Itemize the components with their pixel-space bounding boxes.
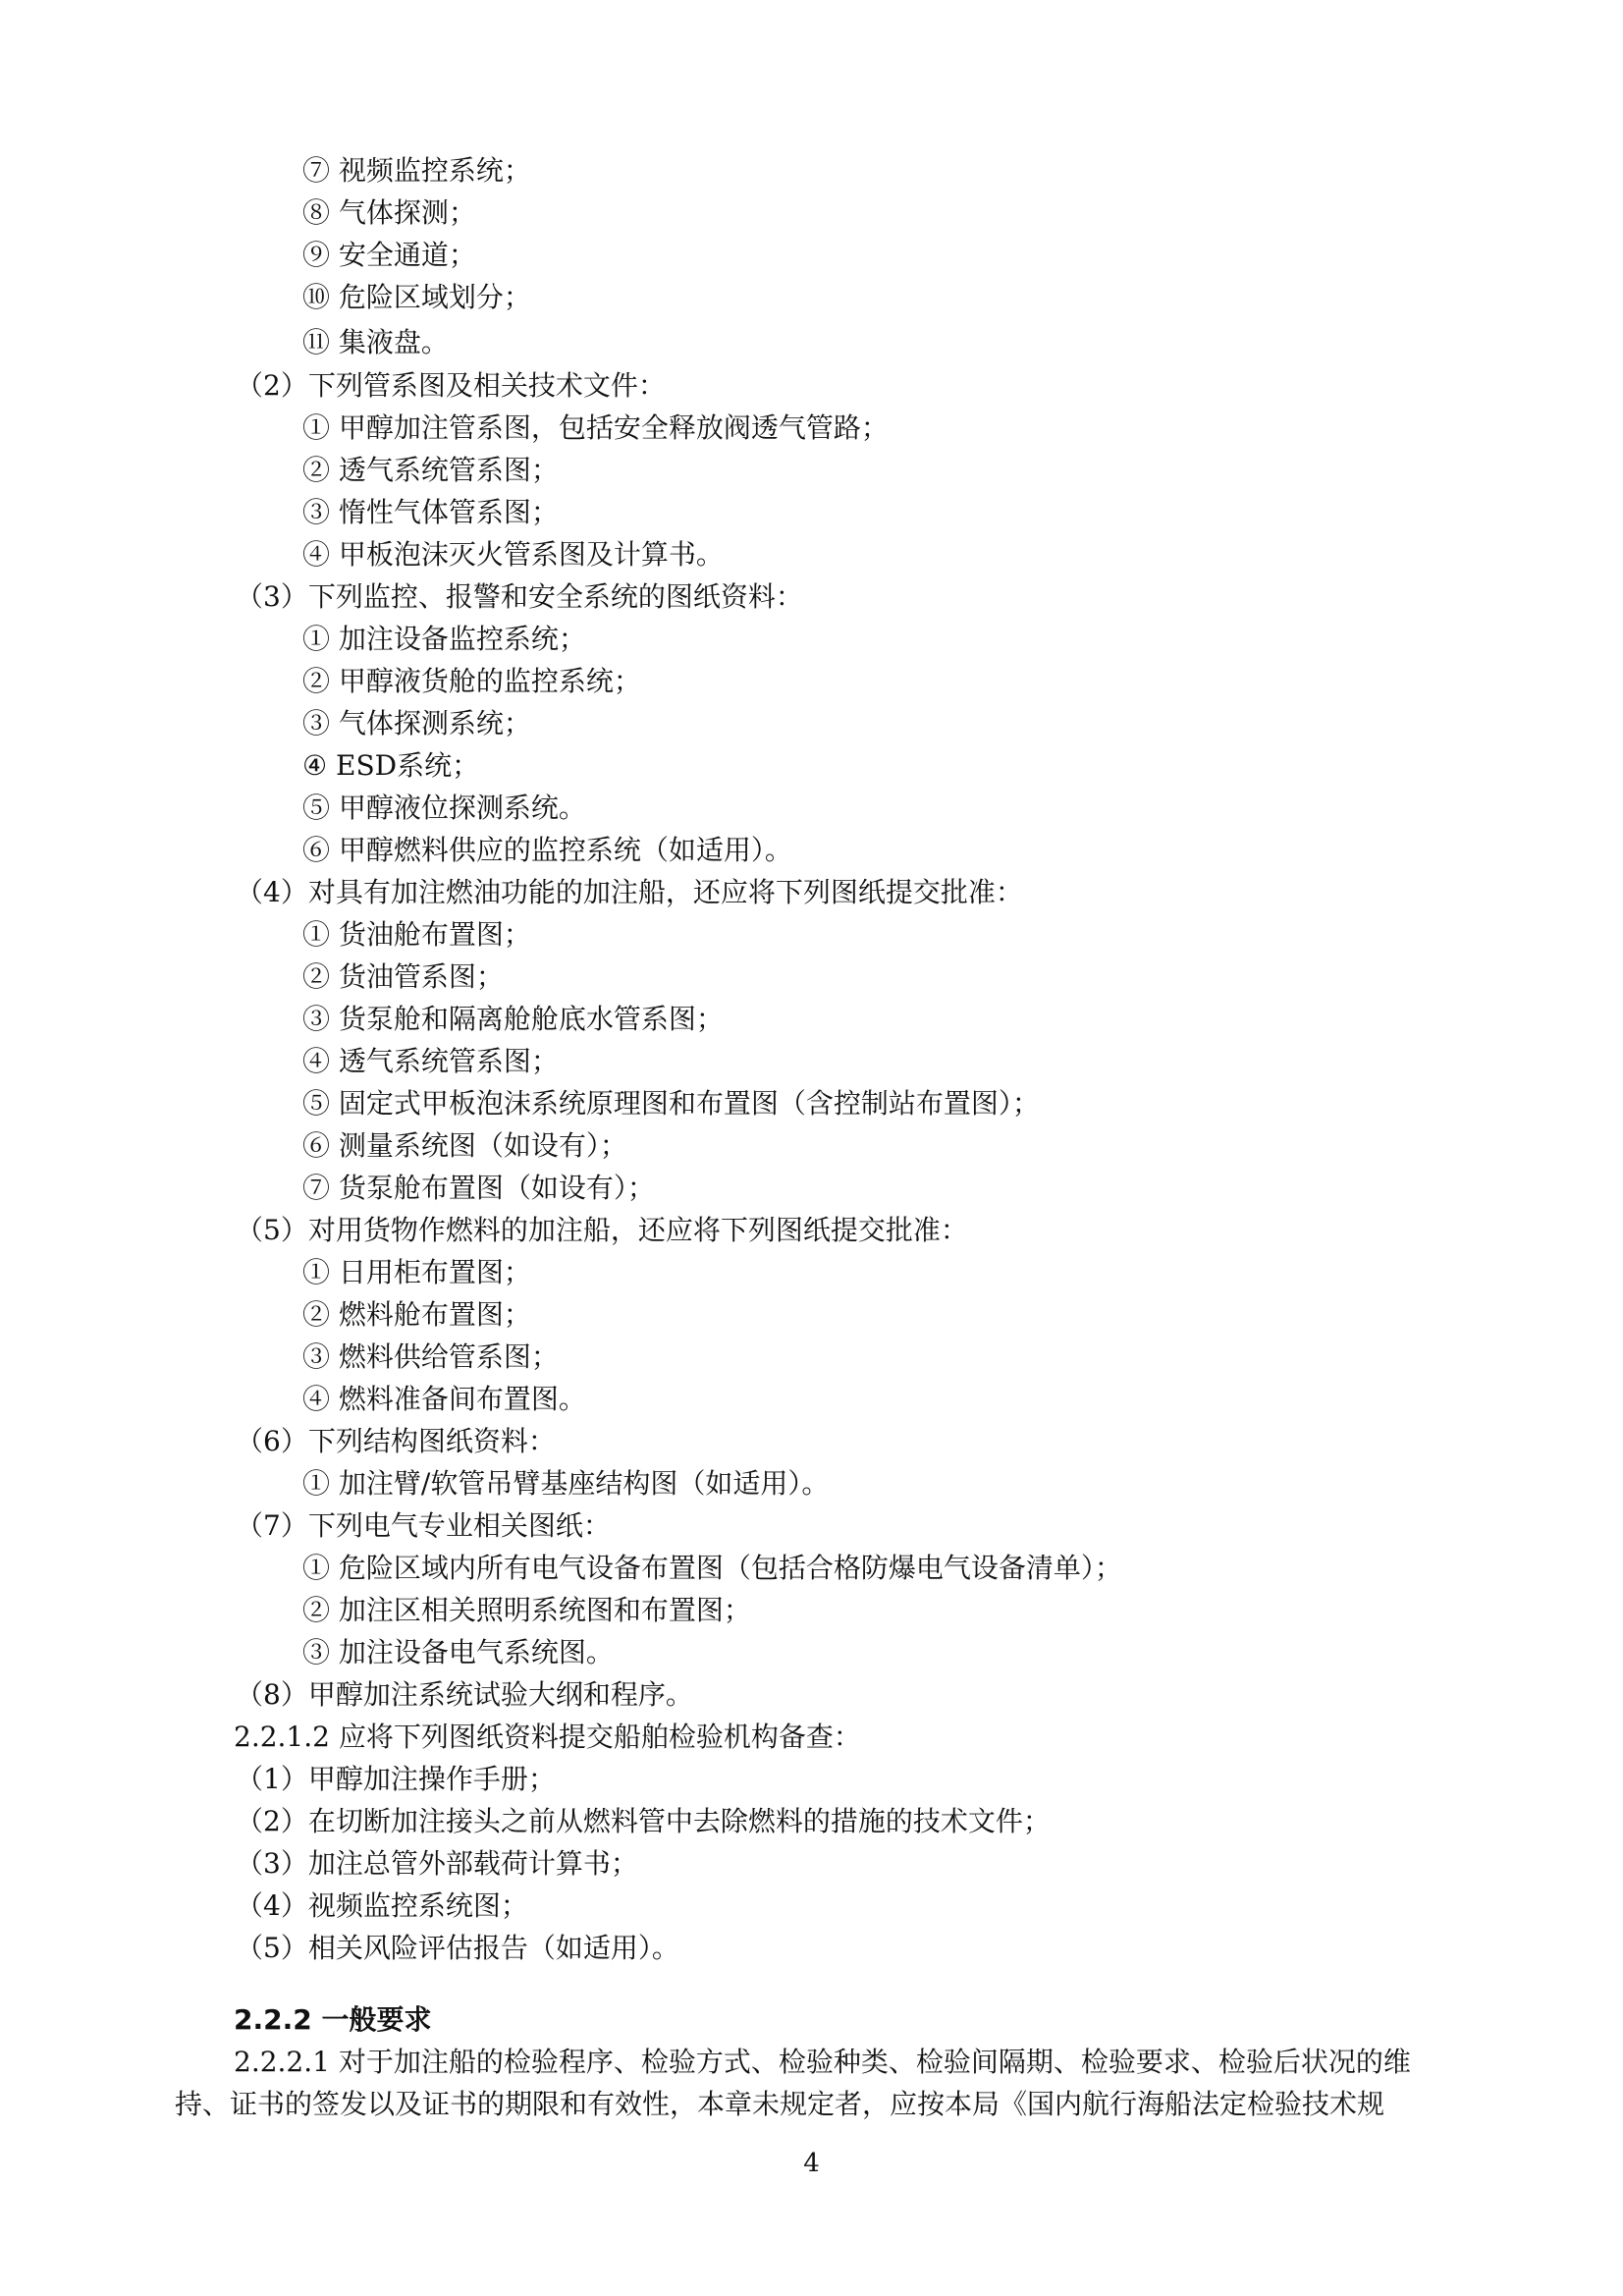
- list-item: ③ 加注设备电气系统图。: [302, 1636, 614, 1668]
- list-item: （3）加注总管外部载荷计算书；: [236, 1847, 638, 1880]
- list-item: ⑤ 甲醇液位探测系统。: [302, 792, 586, 824]
- list-item: （1）甲醇加注操作手册；: [236, 1763, 556, 1795]
- list-item: ② 甲醇液货舱的监控系统；: [302, 665, 641, 697]
- section-title: （2）下列管系图及相关技术文件：: [236, 369, 666, 402]
- list-item: （5）相关风险评估报告（如适用）。: [236, 1932, 679, 1964]
- list-item: ④ ESD系统；: [302, 749, 480, 782]
- list-item: ① 加注臂/软管吊臂基座结构图（如适用）。: [302, 1467, 830, 1500]
- list-item: ① 日用柜布置图；: [302, 1256, 531, 1288]
- list-item: ⑥ 甲醇燃料供应的监控系统（如适用）。: [302, 834, 792, 866]
- list-item: ⑧ 气体探测；: [302, 196, 476, 229]
- list-item: ⑤ 固定式甲板泡沫系统原理图和布置图（含控制站布置图）；: [302, 1087, 1040, 1120]
- list-item: ① 货油舱布置图；: [302, 918, 531, 951]
- list-item: ⑩ 危险区域划分；: [302, 281, 531, 313]
- list-item: ⑦ 货泵舱布置图（如设有）；: [302, 1172, 655, 1204]
- list-item: ⑥ 测量系统图（如设有）；: [302, 1129, 627, 1162]
- list-item: ⑪ 集液盘。: [302, 326, 449, 358]
- paragraph-line: 2.2.2.1 对于加注船的检验程序、检验方式、检验种类、检验间隔期、检验要求、检验后状况的维: [234, 2046, 1411, 2078]
- list-item: ⑨ 安全通道；: [302, 239, 476, 271]
- list-item: ② 加注区相关照明系统图和布置图；: [302, 1594, 751, 1626]
- section-title: （6）下列结构图纸资料：: [236, 1425, 556, 1457]
- list-item: ③ 气体探测系统；: [302, 707, 531, 739]
- list-item: ④ 透气系统管系图；: [302, 1045, 559, 1077]
- section-heading: 2.2.2 一般要求: [234, 2003, 432, 2036]
- list-item: ③ 货泵舱和隔离舱舱底水管系图；: [302, 1003, 724, 1035]
- list-item: ⑦ 视频监控系统；: [302, 154, 531, 187]
- list-item: ④ 燃料准备间布置图。: [302, 1383, 586, 1415]
- list-item: ④ 甲板泡沫灭火管系图及计算书。: [302, 538, 724, 571]
- list-item: ① 加注设备监控系统；: [302, 623, 586, 655]
- list-item: （4）视频监控系统图；: [236, 1889, 528, 1922]
- list-item: ① 甲醇加注管系图，包括安全释放阀透气管路；: [302, 411, 889, 444]
- page-number: 4: [803, 2149, 820, 2178]
- section-title: （8）甲醇加注系统试验大纲和程序。: [236, 1678, 693, 1711]
- list-item: ③ 燃料供给管系图；: [302, 1340, 559, 1373]
- paragraph-line: 持、证书的签发以及证书的期限和有效性，本章未规定者，应按本局《国内航行海船法定检验技术规: [175, 2088, 1385, 2120]
- clause-text: 2.2.1.2 应将下列图纸资料提交船舶检验机构备查：: [234, 1721, 861, 1753]
- list-item: ② 透气系统管系图；: [302, 454, 559, 486]
- section-title: （7）下列电气专业相关图纸：: [236, 1509, 611, 1542]
- list-item: （2）在切断加注接头之前从燃料管中去除燃料的措施的技术文件；: [236, 1805, 1051, 1837]
- list-item: ③ 惰性气体管系图；: [302, 496, 559, 528]
- list-item: ① 危险区域内所有电气设备布置图（包括合格防爆电气设备清单）；: [302, 1552, 1122, 1584]
- section-title: （3）下列监控、报警和安全系统的图纸资料：: [236, 580, 803, 613]
- section-title: （4）对具有加注燃油功能的加注船，还应将下列图纸提交批准：: [236, 876, 1023, 908]
- section-title: （5）对用货物作燃料的加注船，还应将下列图纸提交批准：: [236, 1214, 968, 1246]
- list-item: ② 货油管系图；: [302, 960, 504, 993]
- list-item: ② 燃料舱布置图；: [302, 1298, 531, 1331]
